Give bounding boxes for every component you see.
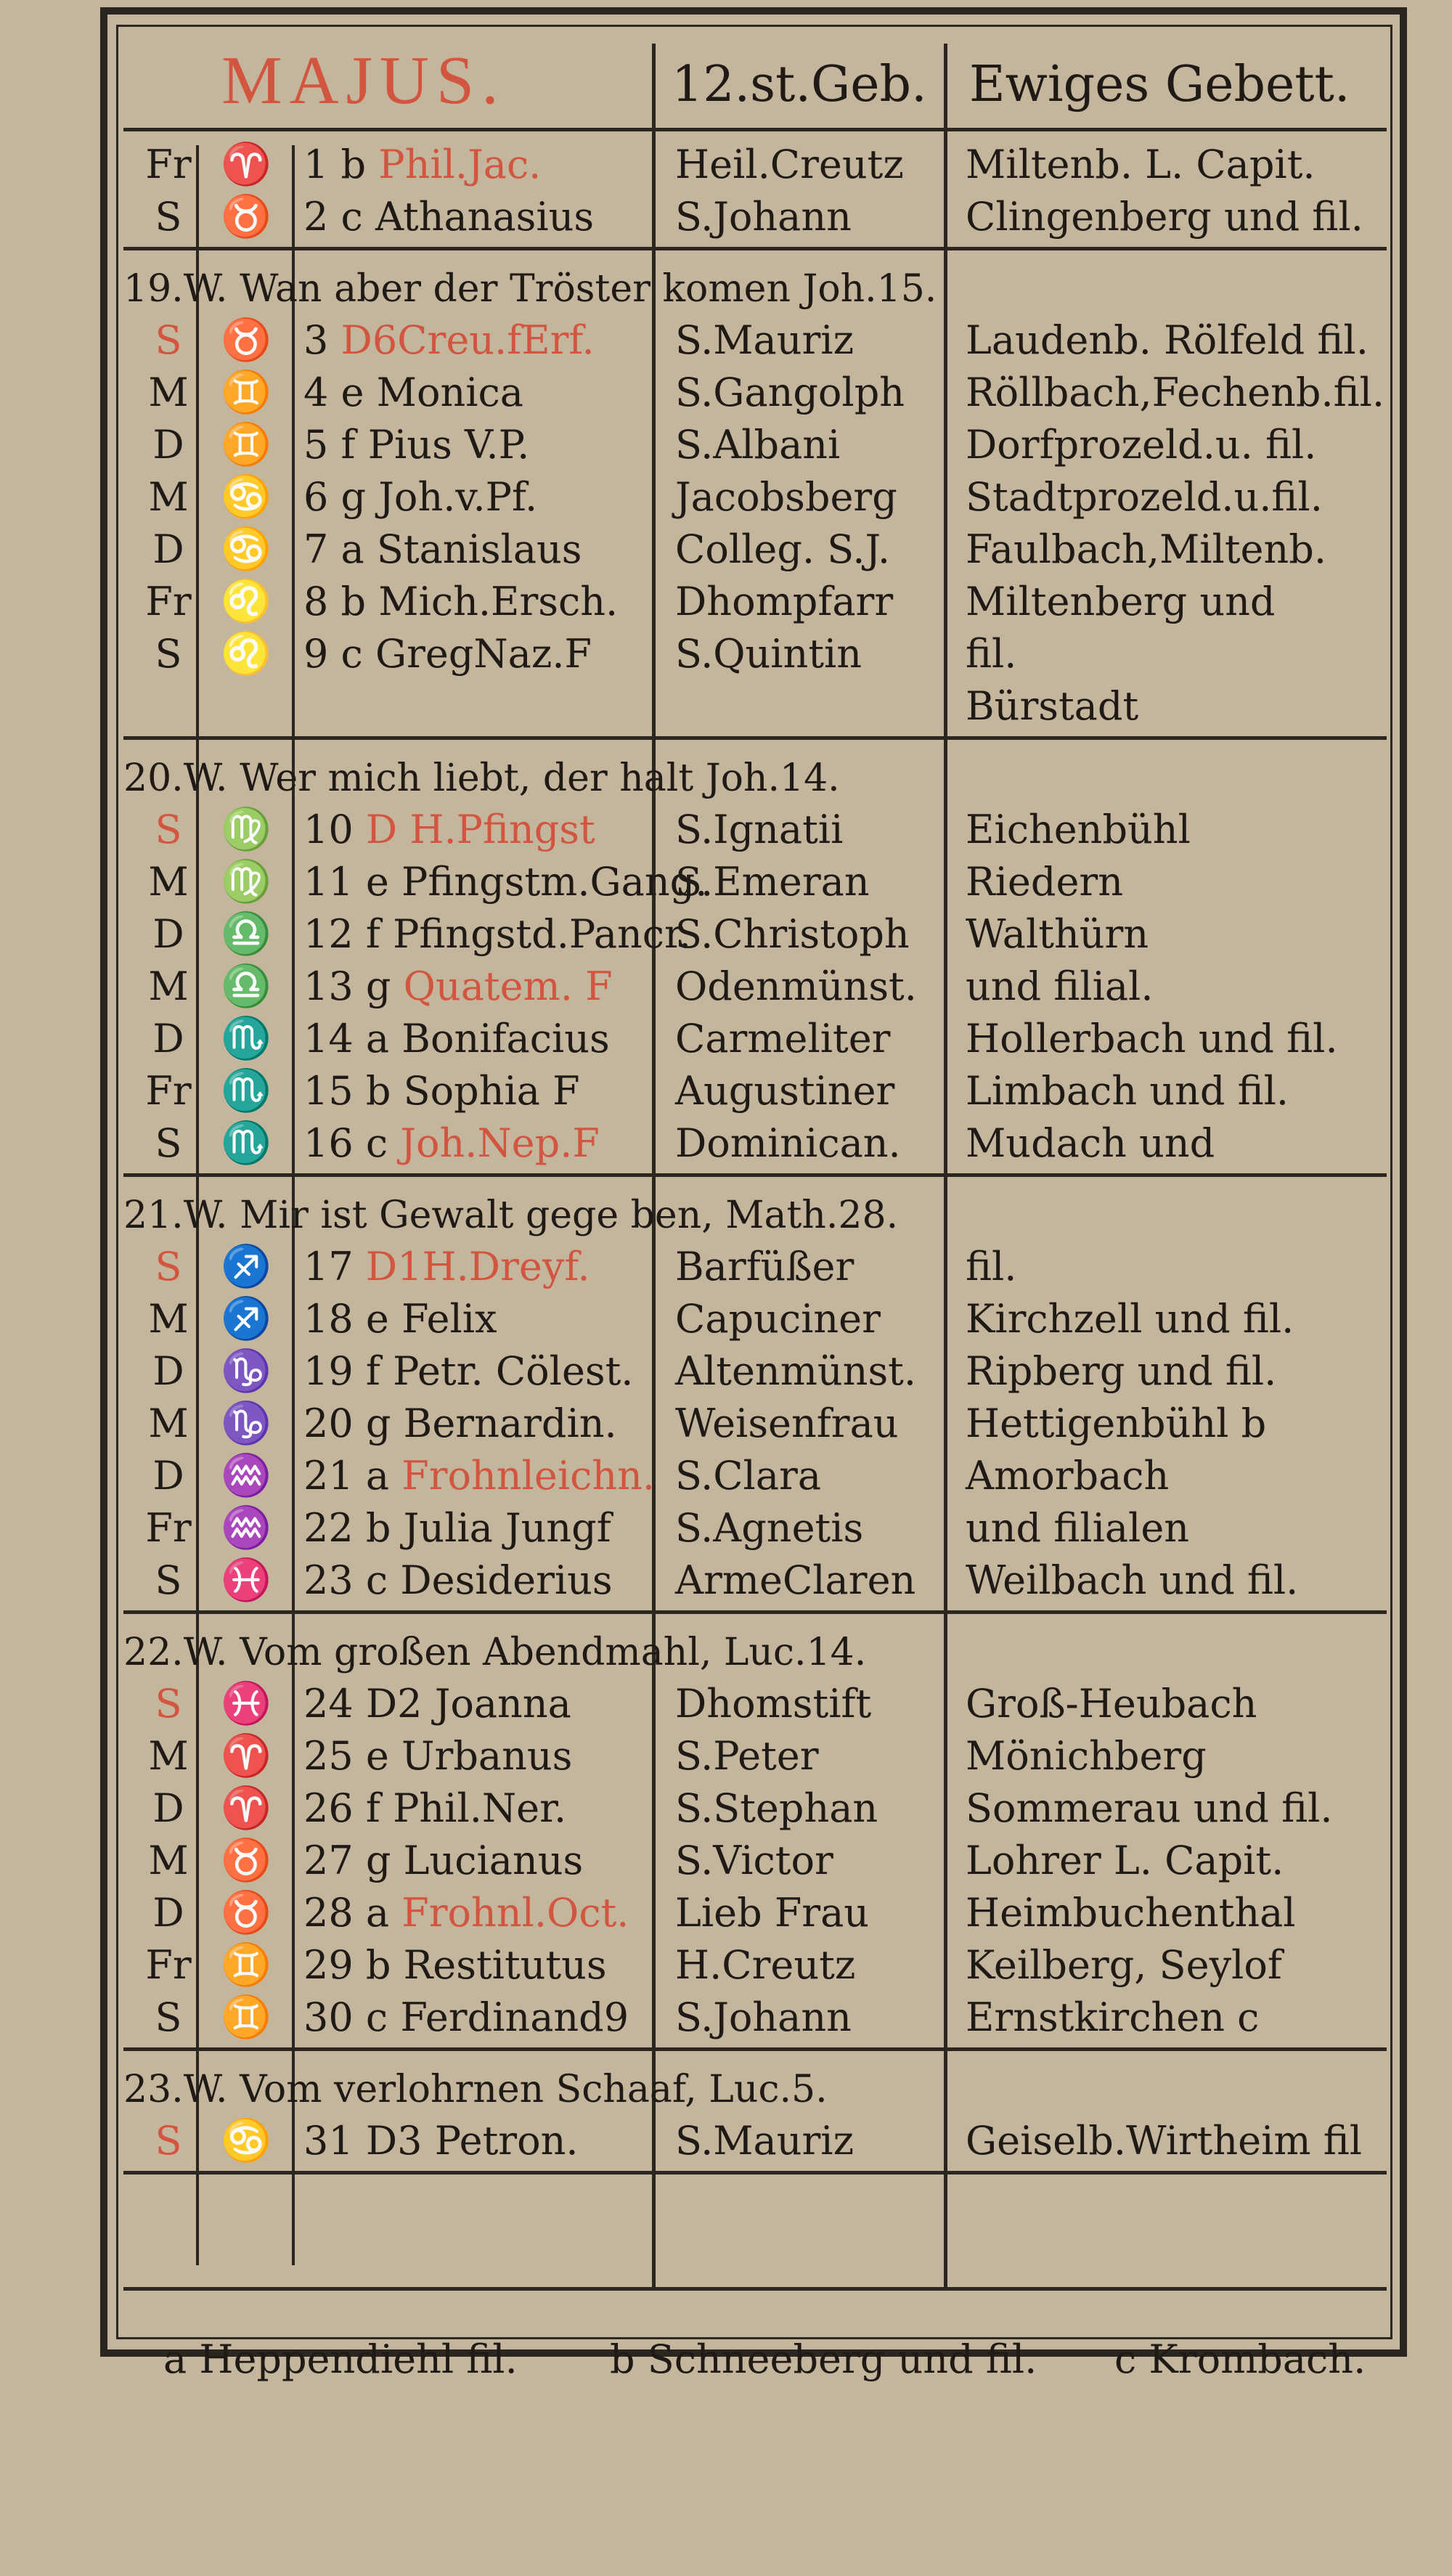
weekday-abbr: Fr [145, 142, 192, 187]
eternal-prayer-place: Ripberg und fil. [966, 1348, 1277, 1394]
saint-feast-name: Sophia F [403, 1068, 580, 1114]
day-number: 3 [303, 317, 329, 363]
day-entry [303, 2114, 666, 2168]
zodiac-sign-icon: ♍ [221, 806, 272, 853]
day-number: 9 [303, 631, 329, 677]
eternal-prayer-place: und filialen [966, 1505, 1190, 1551]
week-gospel-line: 20.W. Wer mich liebt, der halt Joh.14. [123, 757, 840, 800]
weekday-abbr: D [152, 911, 184, 957]
eternal-prayer-place: Eichenbühl [966, 807, 1191, 852]
church-hour-prayer: Carmeliter [675, 1016, 891, 1061]
eternal-prayer-place: fil. [966, 631, 1017, 677]
saint-feast-name: Desiderius [400, 1557, 613, 1603]
eternal-prayer-place: Keilberg, Seylof [966, 1942, 1282, 1988]
day-entry [303, 908, 692, 961]
dominical-letter: b [365, 1505, 391, 1551]
eternal-prayer-place: fil. [966, 1244, 1017, 1289]
zodiac-sign-icon: ♈ [221, 1785, 272, 1832]
church-hour-prayer: Jacobsberg [675, 474, 897, 520]
church-hour-prayer: S.Mauriz [675, 2118, 855, 2164]
zodiac-sign-icon: ♐ [221, 1295, 272, 1342]
weekday-abbr: M [148, 474, 189, 520]
weekday-abbr: M [148, 963, 189, 1009]
zodiac-sign-icon: ♏ [221, 1067, 272, 1114]
day-entry [303, 1240, 666, 1294]
eternal-prayer-place: Stadtprozeld.u.fil. [966, 474, 1323, 520]
eternal-prayer-place: Laudenb. Rölfeld fil. [966, 317, 1369, 363]
eternal-prayer-place: Geiselb.Wirtheim fil [966, 2118, 1363, 2164]
church-hour-prayer: Heil.Creutz [675, 142, 904, 187]
zodiac-sign-icon: ♉ [221, 193, 272, 240]
saint-feast-name: Pius V.P. [367, 422, 530, 468]
day-number: 8 [303, 579, 329, 624]
eternal-prayer-place: Limbach und fil. [966, 1068, 1289, 1114]
church-hour-prayer: Lieb Frau [675, 1890, 870, 1936]
weekday-abbr: D [152, 1785, 184, 1831]
day-entry [303, 1677, 666, 1731]
church-hour-prayer: S.Victor [675, 1838, 833, 1883]
church-hour-prayer: Capuciner [675, 1296, 881, 1342]
saint-feast-name: Bernardin. [403, 1401, 617, 1446]
day-entry [303, 1554, 666, 1607]
eternal-prayer-place: Mudach und [966, 1120, 1215, 1166]
dominical-letter: c [365, 1557, 388, 1603]
zodiac-sign-icon: ♏ [221, 1120, 272, 1167]
dominical-letter: a [340, 526, 364, 572]
dominical-letter: g [365, 963, 391, 1009]
dominical-letter: f [365, 911, 380, 957]
zodiac-sign-icon: ♋ [221, 526, 272, 573]
church-hour-prayer: H.Creutz [675, 1942, 856, 1988]
zodiac-sign-icon: ♊ [221, 421, 272, 468]
saint-feast-name: Petr. Cölest. [393, 1348, 634, 1394]
footer-rule [123, 2287, 1387, 2291]
weekday-abbr: D [152, 1016, 184, 1061]
day-number: 18 [303, 1296, 354, 1342]
day-number: 5 [303, 422, 329, 468]
weekday-abbr: S [155, 194, 182, 240]
weekday-abbr: M [148, 370, 189, 415]
eternal-prayer-place: Amorbach [966, 1453, 1170, 1499]
weekday-abbr: Fr [145, 1942, 192, 1988]
day-number: 10 [303, 807, 354, 852]
footnote-b: b Schneeberg und fil. [610, 2336, 1037, 2382]
day-number: 24 [303, 1681, 354, 1727]
saint-feast-name: D H.Pfingst [365, 807, 595, 852]
dominical-letter: c [365, 1994, 388, 2040]
church-hour-prayer: S.Stephan [675, 1785, 878, 1831]
day-entry [303, 1729, 666, 1783]
zodiac-sign-icon: ♑ [221, 1400, 272, 1447]
zodiac-sign-icon: ♑ [221, 1348, 272, 1395]
header-col2: 12.st.Geb. [672, 56, 927, 113]
day-entry [303, 418, 666, 472]
day-number: 21 [303, 1453, 354, 1499]
zodiac-sign-icon: ♊ [221, 1941, 272, 1989]
weekday-abbr: M [148, 859, 189, 905]
zodiac-sign-icon: ♈ [221, 141, 272, 188]
day-number: 14 [303, 1016, 354, 1061]
dominical-letter: c [340, 631, 363, 677]
zodiac-sign-icon: ♉ [221, 317, 272, 364]
eternal-prayer-place: Dorfprozeld.u. fil. [966, 422, 1317, 468]
day-number: 29 [303, 1942, 354, 1988]
day-number: 26 [303, 1785, 354, 1831]
weekday-abbr: S [155, 1557, 182, 1603]
day-number: 1 [303, 142, 329, 187]
eternal-prayer-place: Weilbach und fil. [966, 1557, 1299, 1603]
day-entry [303, 1886, 666, 1940]
church-hour-prayer: S.Albani [675, 422, 841, 468]
zodiac-sign-icon: ♊ [221, 369, 272, 416]
section-rule [123, 247, 1387, 250]
saint-feast-name: Joh.Nep.F [400, 1120, 600, 1166]
dominical-letter: g [365, 1401, 391, 1446]
day-entry [303, 1012, 666, 1066]
eternal-prayer-place: Heimbuchenthal [966, 1890, 1296, 1936]
day-entry [303, 1501, 666, 1555]
zodiac-sign-icon: ♋ [221, 473, 272, 521]
saint-feast-name: Ferdinand9 [400, 1994, 629, 2040]
weekday-abbr: M [148, 1401, 189, 1446]
weekday-abbr: Fr [145, 1505, 192, 1551]
day-entry [303, 523, 666, 576]
day-number: 2 [303, 194, 329, 240]
day-entry [303, 470, 666, 524]
day-number: 17 [303, 1244, 354, 1289]
dominical-letter: b [365, 1068, 391, 1114]
saint-feast-name: Frohnleichn. [401, 1453, 656, 1499]
dominical-letter: f [340, 422, 356, 468]
saint-feast-name: Athanasius [375, 194, 595, 240]
saint-feast-name: Pfingstm.Gang. [401, 859, 708, 905]
day-entry [303, 575, 666, 629]
saint-feast-name: Joh.v.Pf. [378, 474, 538, 520]
saint-feast-name: GregNaz.F [375, 631, 592, 677]
day-entry [303, 803, 666, 857]
saint-feast-name: Mich.Ersch. [378, 579, 619, 624]
weekday-abbr: S [155, 807, 182, 852]
weekday-abbr: D [152, 526, 184, 572]
day-entry [303, 1991, 666, 2045]
eternal-prayer-place: Lohrer L. Capit. [966, 1838, 1284, 1883]
church-hour-prayer: S.Quintin [675, 631, 862, 677]
day-number: 20 [303, 1401, 354, 1446]
saint-feast-name: Pfingstd.Pancr. [393, 911, 692, 957]
day-entry [303, 1064, 666, 1118]
saint-feast-name: Julia Jungf [403, 1505, 611, 1551]
church-hour-prayer: Dhomstift [675, 1681, 872, 1727]
weekday-abbr: M [148, 1838, 189, 1883]
dominical-letter: g [340, 474, 367, 520]
footnote-a: a Heppendiehl fil. [163, 2336, 518, 2382]
day-entry [303, 138, 666, 192]
church-hour-prayer: S.Clara [675, 1453, 822, 1499]
zodiac-sign-icon: ♓ [221, 1557, 272, 1604]
day-entry [303, 1449, 666, 1503]
day-number: 6 [303, 474, 329, 520]
day-entry [303, 1782, 666, 1835]
zodiac-sign-icon: ♓ [221, 1680, 272, 1727]
section-rule [123, 736, 1387, 740]
church-hour-prayer: Altenmünst. [675, 1348, 917, 1394]
zodiac-sign-icon: ♐ [221, 1243, 272, 1290]
day-number: 22 [303, 1505, 354, 1551]
day-number: 19 [303, 1348, 354, 1394]
eternal-prayer-place: Kirchzell und fil. [966, 1296, 1294, 1342]
day-number: 4 [303, 370, 329, 415]
day-entry [303, 314, 666, 367]
day-number: 28 [303, 1890, 354, 1936]
church-hour-prayer: S.Johann [675, 1994, 852, 2040]
weekday-abbr: S [155, 1120, 182, 1166]
zodiac-sign-icon: ♎ [221, 963, 272, 1010]
week-gospel-line: 21.W. Mir ist Gewalt gege ben, Math.28. [123, 1194, 899, 1237]
church-hour-prayer: S.Emeran [675, 859, 870, 905]
saint-feast-name: D6Creu.fErf. [340, 317, 595, 363]
weekday-abbr: D [152, 1890, 184, 1936]
zodiac-sign-icon: ♊ [221, 1994, 272, 2041]
saint-feast-name: Monica [376, 370, 523, 415]
saint-feast-name: Phil.Ner. [393, 1785, 567, 1831]
church-hour-prayer: Dominican. [675, 1120, 901, 1166]
saint-feast-name: Bonifacius [401, 1016, 610, 1061]
zodiac-sign-icon: ♏ [221, 1015, 272, 1062]
weekday-abbr: S [155, 1244, 182, 1289]
day-number: 12 [303, 911, 354, 957]
dominical-letter: c [365, 1120, 388, 1166]
footnote-c: c Krombach. [1114, 2336, 1366, 2382]
church-hour-prayer: S.Christoph [675, 911, 910, 957]
day-entry [303, 366, 666, 420]
eternal-prayer-place: Clingenberg und fil. [966, 194, 1363, 240]
dominical-letter: e [340, 370, 364, 415]
day-number: 23 [303, 1557, 354, 1603]
eternal-prayer-place: Miltenb. L. Capit. [966, 142, 1316, 187]
saint-feast-name: Felix [401, 1296, 497, 1342]
eternal-prayer-place: Sommerau und fil. [966, 1785, 1333, 1831]
zodiac-sign-icon: ♌ [221, 630, 272, 677]
day-number: 16 [303, 1120, 354, 1166]
dominical-letter: b [340, 142, 367, 187]
saint-feast-name: Stanislaus [376, 526, 582, 572]
church-hour-prayer: Augustiner [675, 1068, 895, 1114]
week-gospel-line: 22.W. Vom großen Abendmahl, Luc.14. [123, 1631, 867, 1674]
day-number: 25 [303, 1733, 354, 1779]
church-hour-prayer: S.Mauriz [675, 317, 855, 363]
zodiac-sign-icon: ♒ [221, 1452, 272, 1499]
dominical-letter: b [340, 579, 367, 624]
saint-feast-name: D3 Petron. [365, 2118, 579, 2164]
weekday-abbr: S [155, 2118, 182, 2164]
weekday-abbr: M [148, 1296, 189, 1342]
day-entry [303, 1345, 666, 1398]
day-entry [303, 855, 708, 909]
eternal-prayer-extra: Bürstadt [966, 683, 1139, 729]
section-rule [123, 2171, 1387, 2174]
eternal-prayer-place: Miltenberg und [966, 579, 1276, 624]
eternal-prayer-place: und filial. [966, 963, 1154, 1009]
weekday-abbr: S [155, 631, 182, 677]
saint-feast-name: Quatem. F [403, 963, 613, 1009]
eternal-prayer-place: Walthürn [966, 911, 1149, 957]
saint-feast-name: Phil.Jac. [378, 142, 542, 187]
zodiac-sign-icon: ♍ [221, 858, 272, 905]
dominical-letter: e [365, 1733, 389, 1779]
dominical-letter: f [365, 1785, 380, 1831]
dominical-letter: a [365, 1453, 390, 1499]
dominical-letter: b [365, 1942, 391, 1988]
dominical-letter: a [365, 1890, 390, 1936]
church-hour-prayer: ArmeClaren [675, 1557, 916, 1603]
week-gospel-line: 19.W. Wan aber der Tröster komen Joh.15. [123, 267, 937, 311]
header-rule [123, 128, 1387, 131]
dominical-letter: a [365, 1016, 390, 1061]
saint-feast-name: Lucianus [403, 1838, 584, 1883]
day-number: 31 [303, 2118, 354, 2164]
weekday-abbr: Fr [145, 579, 192, 624]
day-entry [303, 1117, 666, 1170]
church-hour-prayer: Odenmünst. [675, 963, 917, 1009]
church-hour-prayer: Barfüßer [675, 1244, 855, 1289]
saint-feast-name: D2 Joanna [365, 1681, 571, 1727]
church-hour-prayer: Weisenfrau [675, 1401, 899, 1446]
eternal-prayer-place: Hollerbach und fil. [966, 1016, 1338, 1061]
dominical-letter: c [340, 194, 363, 240]
dominical-letter: e [365, 859, 389, 905]
day-entry [303, 1939, 666, 1992]
church-hour-prayer: S.Peter [675, 1733, 819, 1779]
weekday-abbr: S [155, 317, 182, 363]
eternal-prayer-place: Faulbach,Miltenb. [966, 526, 1326, 572]
section-rule [123, 1173, 1387, 1177]
weekday-abbr: D [152, 1348, 184, 1394]
header-col3: Ewiges Gebett. [969, 56, 1350, 113]
dominical-letter: e [365, 1296, 389, 1342]
month-title: MAJUS. [221, 43, 506, 118]
church-hour-prayer: S.Ignatii [675, 807, 844, 852]
church-hour-prayer: Dhompfarr [675, 579, 894, 624]
zodiac-sign-icon: ♋ [221, 2117, 272, 2164]
day-entry [303, 960, 666, 1014]
dominical-letter: f [365, 1348, 380, 1394]
week-gospel-line: 23.W. Vom verlohrnen Schaaf, Luc.5. [123, 2068, 828, 2111]
weekday-abbr: M [148, 1733, 189, 1779]
zodiac-sign-icon: ♉ [221, 1889, 272, 1936]
day-entry [303, 1834, 666, 1888]
saint-feast-name: Restitutus [403, 1942, 607, 1988]
church-hour-prayer: S.Gangolph [675, 370, 905, 415]
dominical-letter: g [365, 1838, 391, 1883]
section-rule [123, 1610, 1387, 1614]
weekday-abbr: D [152, 422, 184, 468]
church-hour-prayer: Colleg. S.J. [675, 526, 891, 572]
day-entry [303, 1397, 666, 1451]
eternal-prayer-place: Riedern [966, 859, 1124, 905]
section-rule [123, 2047, 1387, 2051]
saint-feast-name: D1H.Dreyf. [365, 1244, 590, 1289]
saint-feast-name: Urbanus [401, 1733, 573, 1779]
day-number: 30 [303, 1994, 354, 2040]
eternal-prayer-place: Ernstkirchen c [966, 1994, 1260, 2040]
zodiac-sign-icon: ♉ [221, 1837, 272, 1884]
saint-feast-name: Frohnl.Oct. [401, 1890, 629, 1936]
church-hour-prayer: S.Johann [675, 194, 852, 240]
day-number: 11 [303, 859, 354, 905]
day-entry [303, 190, 666, 244]
zodiac-sign-icon: ♈ [221, 1732, 272, 1780]
day-entry [303, 1292, 666, 1346]
weekday-abbr: D [152, 1453, 184, 1499]
eternal-prayer-place: Groß-Heubach [966, 1681, 1257, 1727]
weekday-abbr: Fr [145, 1068, 192, 1114]
day-entry [303, 627, 666, 681]
day-number: 13 [303, 963, 354, 1009]
church-hour-prayer: S.Agnetis [675, 1505, 864, 1551]
weekday-abbr: S [155, 1681, 182, 1727]
eternal-prayer-place: Mönichberg [966, 1733, 1207, 1779]
day-number: 27 [303, 1838, 354, 1883]
zodiac-sign-icon: ♎ [221, 910, 272, 958]
day-number: 7 [303, 526, 329, 572]
zodiac-sign-icon: ♌ [221, 578, 272, 625]
eternal-prayer-place: Röllbach,Fechenb.fil. [966, 370, 1385, 415]
zodiac-sign-icon: ♒ [221, 1504, 272, 1552]
weekday-abbr: S [155, 1994, 182, 2040]
eternal-prayer-place: Hettigenbühl b [966, 1401, 1267, 1446]
day-number: 15 [303, 1068, 354, 1114]
